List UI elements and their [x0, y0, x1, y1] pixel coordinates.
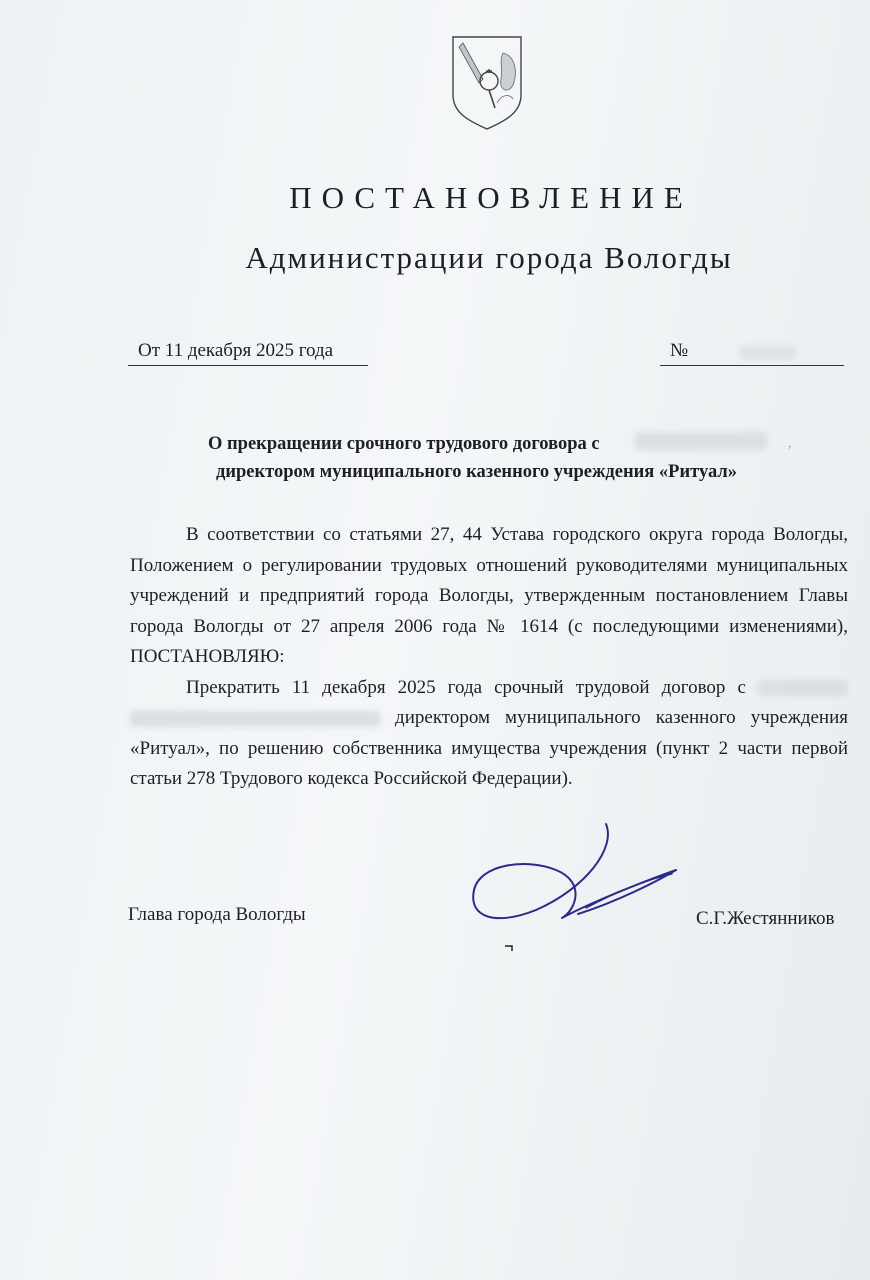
- document-title: ПОСТАНОВЛЕНИЕ: [289, 180, 693, 215]
- paragraph-decision: [130, 673, 848, 795]
- heading-line-1: О прекращении срочного трудового договора с: [208, 434, 600, 454]
- signatory-position: Глава города Вологды: [128, 904, 306, 925]
- stray-mark-icon: [504, 944, 514, 952]
- heading-comma: ,: [788, 436, 792, 451]
- redacted-name-part-1: [758, 680, 848, 696]
- redacted-number: [740, 346, 796, 360]
- document-body: [130, 520, 848, 795]
- document-number-label: №: [670, 340, 689, 361]
- decision-start: Прекратить 11 декабря 2025 года срочный трудовой договор с: [186, 676, 746, 698]
- decision-end: директором муниципального казенного учреждения «Ритуал», по решению собственника имущества учреждения (пункт 2 части первой статьи 278 Трудового кодекса Российской Федерации).: [130, 707, 848, 789]
- signature-icon: [466, 818, 686, 930]
- redacted-name-heading: [635, 432, 767, 450]
- document-subtitle: Администрации города Вологды: [245, 240, 733, 275]
- signatory-name: С.Г.Жестянников: [696, 908, 835, 929]
- redacted-name-part-2: [130, 711, 380, 727]
- document-date: От 11 декабря 2025 года: [138, 340, 334, 361]
- paragraph-basis: В соответствии со статьями 27, 44 Устава городского округа города Вологды, Положением о регулировании трудовых отношений руководителями муниципальных учреждений и предприятий города Вологды, утвержденным постановлением Главы города Вологды от 27 апреля 2006 года № 1614 (с последующими изменениями), ПОСТАНОВЛЯЮ:: [130, 524, 848, 667]
- heading-line-2: директором муниципального казенного учреждения «Ритуал»: [216, 462, 738, 482]
- coat-of-arms-icon: [449, 33, 525, 133]
